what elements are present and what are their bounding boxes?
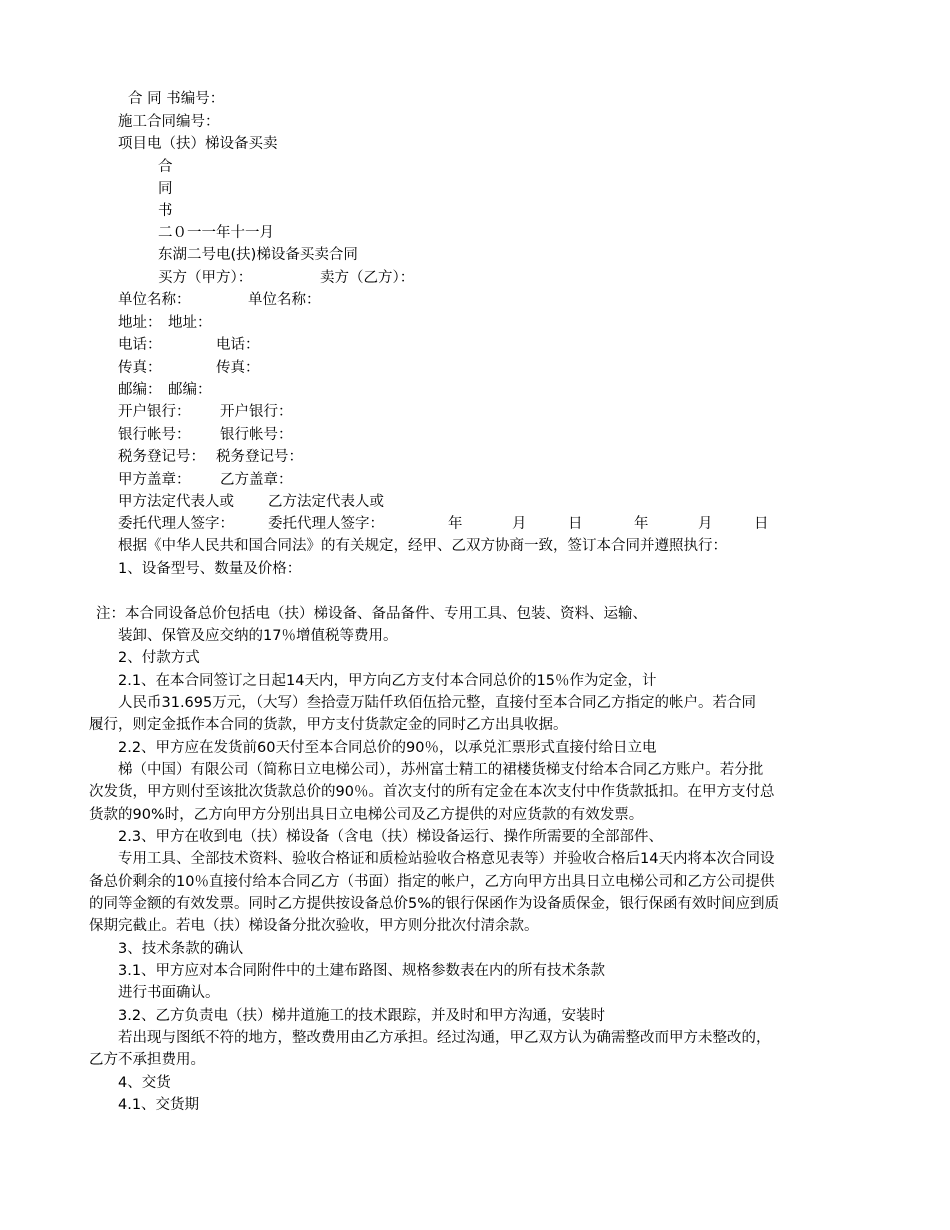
- section-1-heading: 1、设备型号、数量及价格：: [118, 561, 302, 577]
- account-seller: 银行帐号：: [220, 427, 293, 443]
- clause-2-1-line-2: 人民币31.695万元，（大写）叁拾壹万陆仟玖佰伍拾元整，直接付至本合同乙方指定的帐户。若合同: [118, 695, 756, 711]
- bank-buyer: 开户银行：: [118, 404, 191, 420]
- title-char-1: 合: [158, 159, 173, 175]
- postcode-seller: 邮编：: [168, 382, 212, 398]
- construction-contract-number-label: 施工合同编号：: [118, 114, 220, 130]
- tax-seller: 税务登记号：: [216, 449, 303, 465]
- clause-2-3-line-3: 备总价剩余的10％直接付给本合同乙方（书面）指定的帐户，乙方向甲方出具日立电梯公司和乙方公司提供: [89, 874, 775, 890]
- clause-2-3-line-2: 专用工具、全部技术资料、验收合格证和质检站验收合格意见表等）并验收合格后14天内将本次合同设: [118, 851, 775, 867]
- buyer-year: 年: [448, 516, 463, 532]
- unit-name-seller: 单位名称：: [248, 292, 321, 308]
- clause-3-2-line-1: 3.2、乙方负责电（扶）梯井道施工的技术跟踪，并及时和甲方沟通，安装时: [118, 1008, 606, 1024]
- signature-buyer: 委托代理人签字：: [118, 516, 234, 532]
- clause-3-2-line-3: 乙方不承担费用。: [89, 1052, 205, 1068]
- clause-2-2-line-3: 次发货，甲方则付至该批次货款总价的90％。首次支付的所有定金在本次支付中作货款抵扣。在甲方支付总: [89, 784, 775, 800]
- buyer-label: 买方（甲方）：: [158, 270, 253, 286]
- seller-year: 年: [634, 516, 649, 532]
- unit-name-buyer: 单位名称：: [118, 292, 191, 308]
- clause-3-2-line-2: 若出现与图纸不符的地方，整改费用由乙方承担。经过沟通，甲乙双方认为确需整改而甲方未整改的，: [118, 1030, 771, 1046]
- address-seller: 地址：: [168, 315, 212, 331]
- clause-4-1-heading: 4.1、交货期: [118, 1097, 200, 1113]
- contract-name: 东湖二号电(扶)梯设备买卖合同: [158, 247, 358, 263]
- note-line-1: 注：本合同设备总价包括电（扶）梯设备、备品备件、专用工具、包装、资料、运输、: [96, 606, 647, 622]
- intro-paragraph: 根据《中华人民共和国合同法》的有关规定，经甲、乙双方协商一致，签订本合同并遵照执行：: [118, 538, 727, 554]
- clause-2-2-line-2: 梯（中国）有限公司（简称日立电梯公司），苏州富士精工的裙楼货梯支付给本合同乙方账户。若分批: [118, 762, 764, 778]
- bank-seller: 开户银行：: [220, 404, 293, 420]
- seal-buyer: 甲方盖章：: [118, 472, 191, 488]
- fax-seller: 传真：: [216, 360, 260, 376]
- section-2-heading: 2、付款方式: [118, 650, 200, 666]
- clause-2-3-line-4: 的同等金额的有效发票。同时乙方提供按设备总价5%的银行保函作为设备质保金，银行保函有效时间应到质: [89, 896, 779, 912]
- account-buyer: 银行帐号：: [118, 427, 191, 443]
- title-char-3: 书: [158, 203, 173, 219]
- clause-3-1-line-2: 进行书面确认。: [118, 985, 220, 1001]
- fax-buyer: 传真：: [118, 360, 162, 376]
- seller-day: 日: [754, 516, 769, 532]
- clause-2-2-line-1: 2.2、甲方应在发货前60天付至本合同总价的90％，以承兑汇票形式直接付给日立电: [118, 740, 657, 756]
- clause-2-3-line-1: 2.3、甲方在收到电（扶）梯设备（含电（扶）梯设备运行、操作所需要的全部部件、: [118, 829, 664, 845]
- postcode-buyer: 邮编：: [118, 382, 162, 398]
- clause-2-3-line-5: 保期完截止。若电（扶）梯设备分批次验收，甲方则分批次付清余款。: [89, 918, 539, 934]
- representative-seller: 乙方法定代表人或: [268, 494, 384, 510]
- section-3-heading: 3、技术条款的确认: [118, 941, 244, 957]
- note-line-2: 装卸、保管及应交纳的17％增值税等费用。: [118, 628, 398, 644]
- seller-month: 月: [698, 516, 713, 532]
- project-line: 项目电（扶）梯设备买卖: [118, 136, 278, 152]
- buyer-day: 日: [568, 516, 583, 532]
- contract-book-number-label: 合 同 书编号：: [128, 91, 225, 107]
- signature-seller: 委托代理人签字：: [268, 516, 384, 532]
- clause-3-1-line-1: 3.1、甲方应对本合同附件中的土建布路图、规格参数表在内的所有技术条款: [118, 963, 606, 979]
- seller-label: 卖方（乙方）：: [320, 270, 415, 286]
- phone-seller: 电话：: [216, 337, 260, 353]
- buyer-month: 月: [512, 516, 527, 532]
- seal-seller: 乙方盖章：: [220, 472, 293, 488]
- title-char-2: 同: [158, 181, 173, 197]
- clause-2-2-line-4: 货款的90%时，乙方向甲方分别出具日立电梯公司及乙方提供的对应货款的有效发票。: [89, 807, 644, 823]
- representative-buyer: 甲方法定代表人或: [118, 494, 234, 510]
- tax-buyer: 税务登记号：: [118, 449, 205, 465]
- clause-2-1-line-3: 履行，则定金抵作本合同的货款，甲方支付货款定金的同时乙方出具收据。: [89, 717, 568, 733]
- address-buyer: 地址：: [118, 315, 162, 331]
- clause-2-1-line-1: 2.1、在本合同签订之日起14天内，甲方向乙方支付本合同总价的15％作为定金，计: [118, 673, 657, 689]
- phone-buyer: 电话：: [118, 337, 162, 353]
- contract-date: 二０一一年十一月: [158, 225, 274, 241]
- section-4-heading: 4、交货: [118, 1075, 171, 1091]
